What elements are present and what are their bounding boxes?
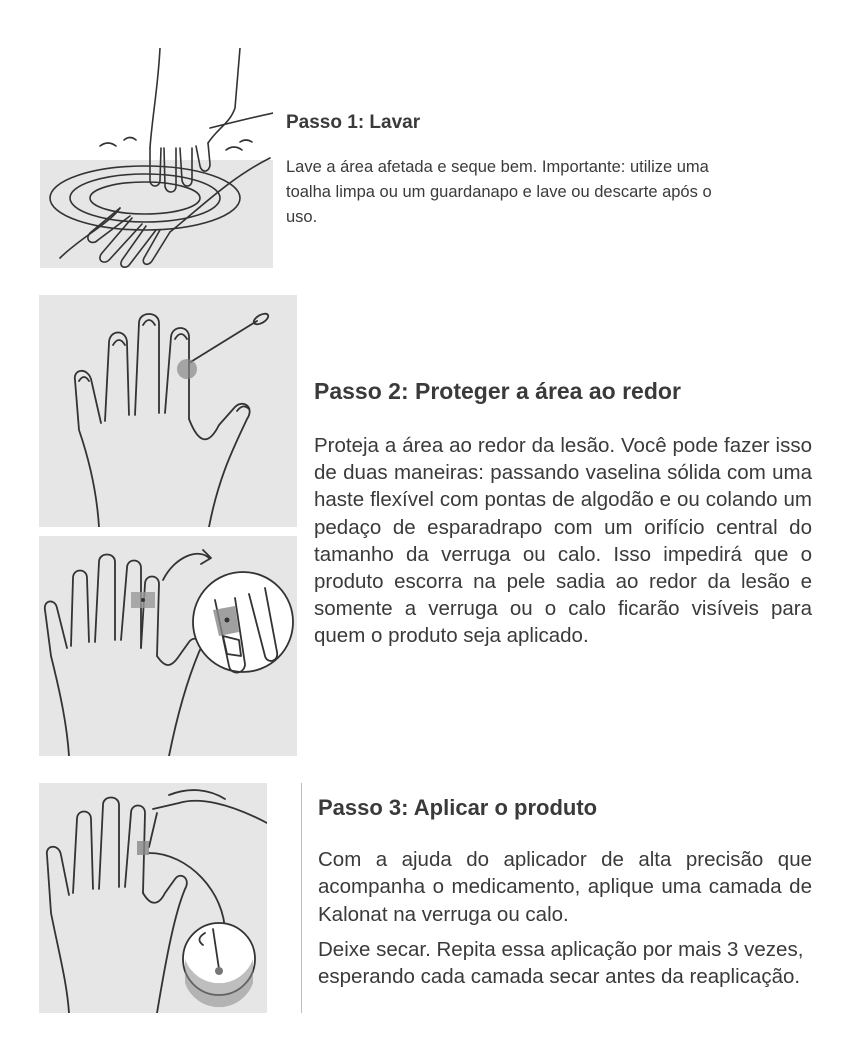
step2-title: Passo 2: Proteger a área ao redor xyxy=(314,378,681,404)
step3-text-2: Deixe secar. Repita essa aplicação por mais 3 vezes, esperando cada camada secar antes da reaplicação. xyxy=(318,938,804,989)
step3-text-1: Com a ajuda do aplicador de alta precisão que acompanha o medicamento, aplique uma camada de Kalonat na verruga ou calo. xyxy=(318,848,812,926)
step2-text: Proteja a área ao redor da lesão. Você pode fazer isso de duas maneiras: passando vaselina sólida com uma haste flexível com pontas de algodão e ou colando um pedaço de esparadrapo com um orifício central do tamanho da verruga ou calo. Isso impedirá que o produto escorra na pele sadia ao redor da lesão e somente a verruga ou o calo ficarão visíveis para quem o produto seja aplicado. xyxy=(314,434,812,648)
step3-divider xyxy=(301,783,302,1013)
step2-illustration-tape xyxy=(39,536,297,756)
step3-title: Passo 3: Aplicar o produto xyxy=(318,795,598,820)
step1-text: Lave a área afetada e seque bem. Importante: utilize uma toalha limpa ou um guardanapo e lave ou descarte após o uso. xyxy=(286,158,712,226)
step3-illustration-apply-product xyxy=(39,783,267,1013)
step1-illustration-wash-hands xyxy=(40,48,273,268)
step3-text-2-clip xyxy=(318,936,818,1014)
step2-illustration-cotton-swab xyxy=(39,295,297,527)
step1-title: Passo 1: Lavar xyxy=(286,112,421,133)
